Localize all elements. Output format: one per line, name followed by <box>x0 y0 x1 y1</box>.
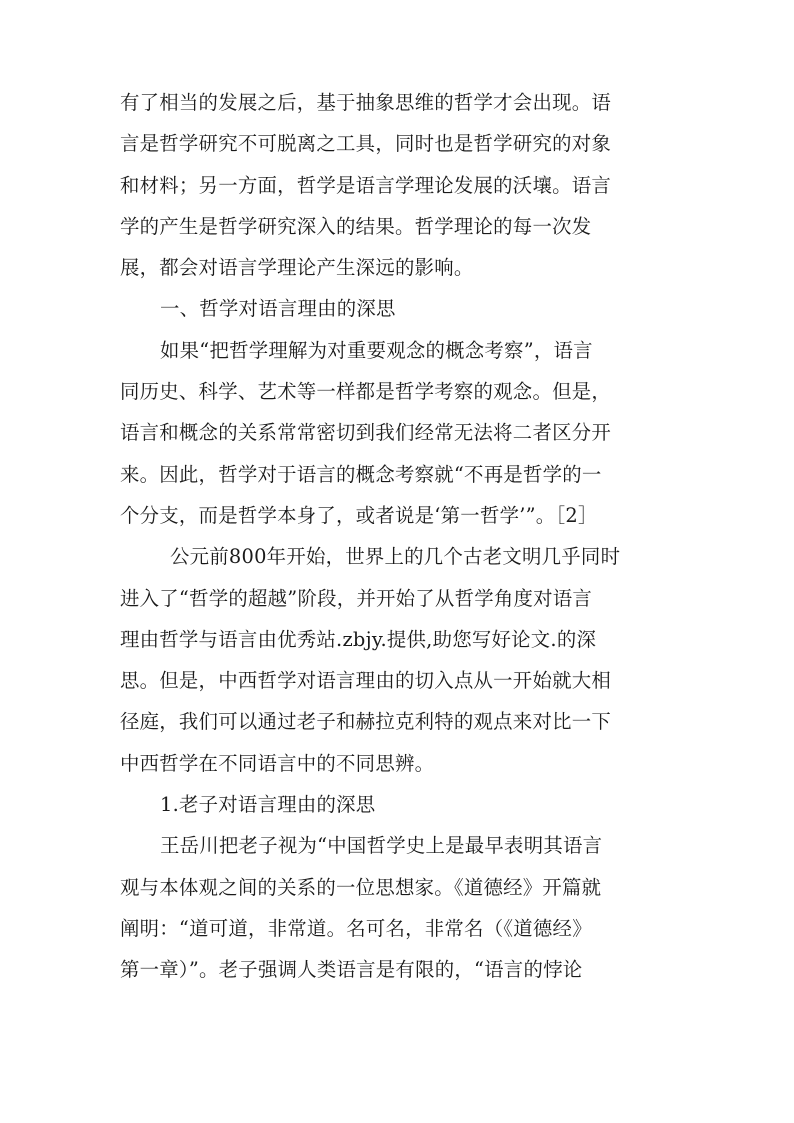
paragraph-line: 同历史、科学、艺术等一样都是哲学考察的观念。但是， <box>120 380 612 404</box>
paragraph-line: 观与本体观之间的关系的一位思想家。《道德经》开篇就 <box>120 875 602 899</box>
paragraph-line: 展，都会对语言学理论产生深远的影响。 <box>120 256 474 280</box>
paragraph-line: 进入了“哲学的超越”阶段，并开始了从哲学角度对语言 <box>120 586 593 610</box>
paragraph-line: 个分支，而是哲学本身了，或者说是‘第一哲学’”。［2］ <box>120 503 598 527</box>
paragraph-line: 王岳川把老子视为“中国哲学史上是最早表明其语言 <box>160 834 603 858</box>
paragraph-line: 径庭，我们可以通过老子和赫拉克利特的观点来对比一下 <box>120 710 612 734</box>
paragraph-line: 有了相当的发展之后，基于抽象思维的哲学才会出现。语 <box>120 91 612 114</box>
paragraph-line: 中西哲学在不同语言中的不同思辨。 <box>120 751 435 775</box>
subsection-heading: 1.老子对语言理由的深思 <box>160 793 376 817</box>
paragraph-line: 公元前800年开始，世界上的几个古老文明几乎同时 <box>170 545 621 569</box>
paragraph-line: 如果“把哲学理解为对重要观念的概念考察”，语言 <box>160 338 593 362</box>
paragraph-line: 语言和概念的关系常常密切到我们经常无法将二者区分开 <box>120 421 612 445</box>
paragraph-line: 思。但是，中西哲学对语言理由的切入点从一开始就大相 <box>120 669 612 693</box>
section-heading: 一、哲学对语言理由的深思 <box>160 297 396 321</box>
paragraph-line: 阐明：“道可道，非常道。名可名，非常名（《道德经》 <box>120 916 592 940</box>
paragraph-line: 言是哲学研究不可脱离之工具，同时也是哲学研究的对象 <box>120 132 612 156</box>
paragraph-line: 和材料；另一方面，哲学是语言学理论发展的沃壤。语言 <box>120 173 612 197</box>
paragraph-line: 来。因此，哲学对于语言的概念考察就“不再是哲学的一 <box>120 462 602 486</box>
paragraph-line: 第一章）”。老子强调人类语言是有限的，“语言的悖论 <box>120 958 583 982</box>
document-body <box>120 82 676 991</box>
paragraph-line: 学的产生是哲学研究深入的结果。哲学理论的每一次发 <box>120 214 592 238</box>
paragraph-line: 理由哲学与语言由优秀站.zbjy.提供,助您写好论文.的深 <box>120 627 597 651</box>
